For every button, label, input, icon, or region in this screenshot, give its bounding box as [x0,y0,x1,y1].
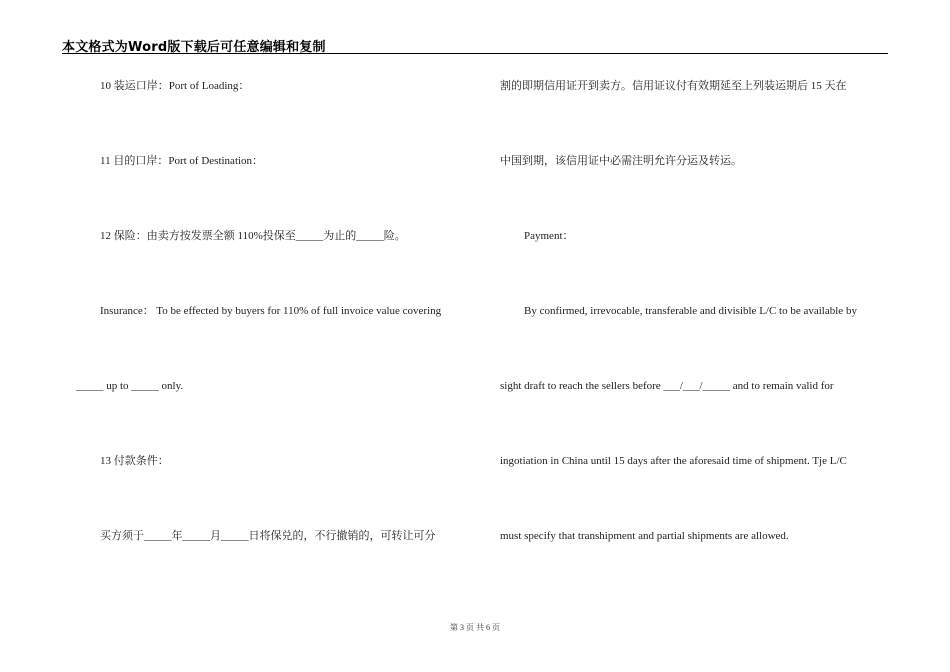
right-line-payment-en-1: By confirmed, irrevocable, transferable and divisible L/C to be available by [524,305,857,317]
left-line-insurance-en-cont: _____ up to _____ only. [76,380,184,392]
header-title: 本文格式为Word版下载后可任意编辑和复制 [62,40,326,55]
right-line-payment-en-3: ingotiation in China until 15 days after the aforesaid time of shipment. Tje L/C [500,455,847,467]
left-line-insurance-cn: 12 保险：由卖方按发票全额 110%投保至_____为止的_____险。 [100,230,406,242]
page-number: 第 3 页 共 6 页 [450,623,500,632]
right-line-payment-cn-end: 中国到期，该信用证中必需注明允许分运及转运。 [500,155,742,167]
left-line-payment-terms: 13 付款条件： [100,455,169,467]
right-line-payment-en-2: sight draft to reach the sellers before ___/___/_____ and to remain valid for [500,380,834,392]
left-line-payment-cn: 买方须于_____年_____月_____日将保兑的，不行撤销的，可转让可分 [100,530,436,542]
page-header [62,36,888,54]
left-line-port-of-loading: 10 装运口岸：Port of Loading： [100,80,250,92]
right-line-payment-en-4: must specify that transhipment and partial shipments are allowed. [500,530,789,542]
left-line-port-of-destination: 11 目的口岸：Port of Destination： [100,155,264,167]
right-line-payment-heading: Payment： [524,230,574,242]
left-line-insurance-en: Insurance： To be effected by buyers for 110% of full invoice value covering [100,305,442,317]
right-line-payment-cn-cont: 割的即期信用证开到卖方。信用证议付有效期延至上列装运期后 15 天在 [500,80,847,92]
